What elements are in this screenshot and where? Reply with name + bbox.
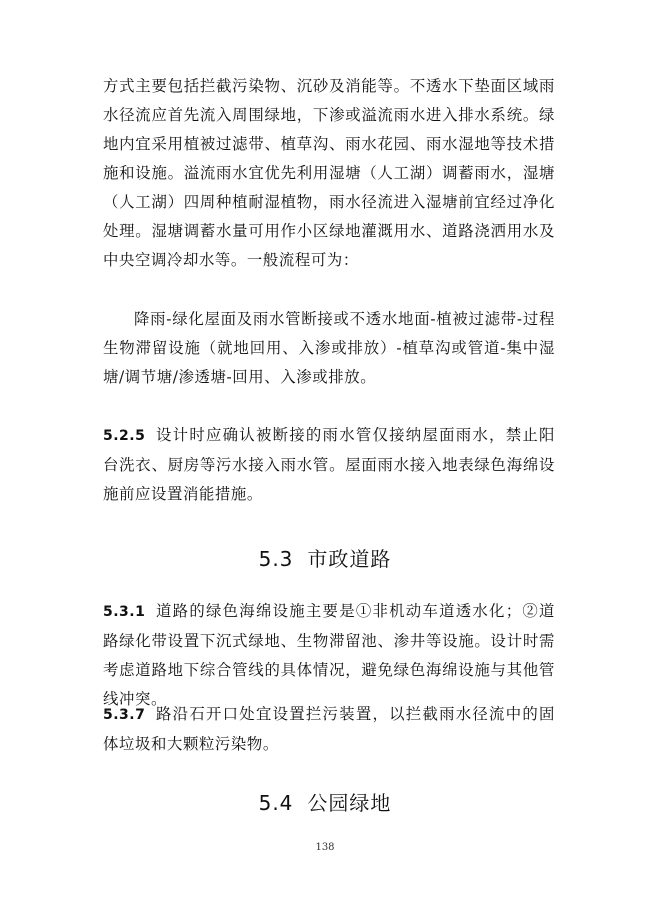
clause-number: 5.3.7 bbox=[103, 707, 146, 723]
section-title: 公园绿地 bbox=[307, 791, 392, 815]
clause-number: 5.2.5 bbox=[103, 428, 146, 444]
section-heading-5-3 bbox=[0, 543, 650, 572]
clause-5-3-1 bbox=[103, 597, 555, 714]
clause-text: 道路的绿色海绵设施主要是①非机动车道透水化；②道路绿化带设置下沉式绿地、生物滞留池、渗井等设施。设计时需考虑道路地下综合管线的具体情况，避免绿色海绵设施与其他管线冲突。 bbox=[103, 602, 555, 708]
section-title: 市政道路 bbox=[307, 547, 392, 571]
process-flow-paragraph: 降雨-绿化屋面及雨水管断接或不透水地面-植被过滤带-过程生物滞留设施（就地回用、入渗或排放）-植草沟或管道-集中湿塘/调节塘/渗透塘-回用、入渗或排放。 bbox=[103, 310, 555, 386]
section-number: 5.3 bbox=[258, 547, 294, 571]
clause-5-2-5 bbox=[103, 421, 555, 509]
page-number: 138 bbox=[315, 842, 335, 853]
clause-text: 设计时应确认被断接的雨水管仅接纳屋面雨水，禁止阳台洗衣、厨房等污水接入雨水管。屋面雨水接入地表绿色海绵设施前应设置消能措施。 bbox=[103, 426, 555, 503]
section-heading-5-4 bbox=[0, 787, 650, 816]
clause-text: 路沿石开口处宜设置拦污装置，以拦截雨水径流中的固体垃圾和大颗粒污染物。 bbox=[103, 705, 555, 753]
clause-5-3-7 bbox=[103, 700, 555, 759]
section-number: 5.4 bbox=[258, 791, 294, 815]
clause-number: 5.3.1 bbox=[103, 604, 146, 620]
body-paragraph-continuation: 方式主要包括拦截污染物、沉砂及消能等。不透水下垫面区域雨水径流应首先流入周围绿地，下渗或溢流雨水进入排水系统。绿地内宜采用植被过滤带、植草沟、雨水花园、雨水湿地等技术措施和设施。溢流雨水宜优先利用湿塘（人工湖）调蓄雨水，湿塘（人工湖）四周种植耐湿植物，雨水径流进入湿塘前宜经过净化处理。湿塘调蓄水量可用作小区绿地灌溉用水、道路浇洒用水及中央空调冷却水等。一般流程可为： bbox=[103, 77, 555, 269]
